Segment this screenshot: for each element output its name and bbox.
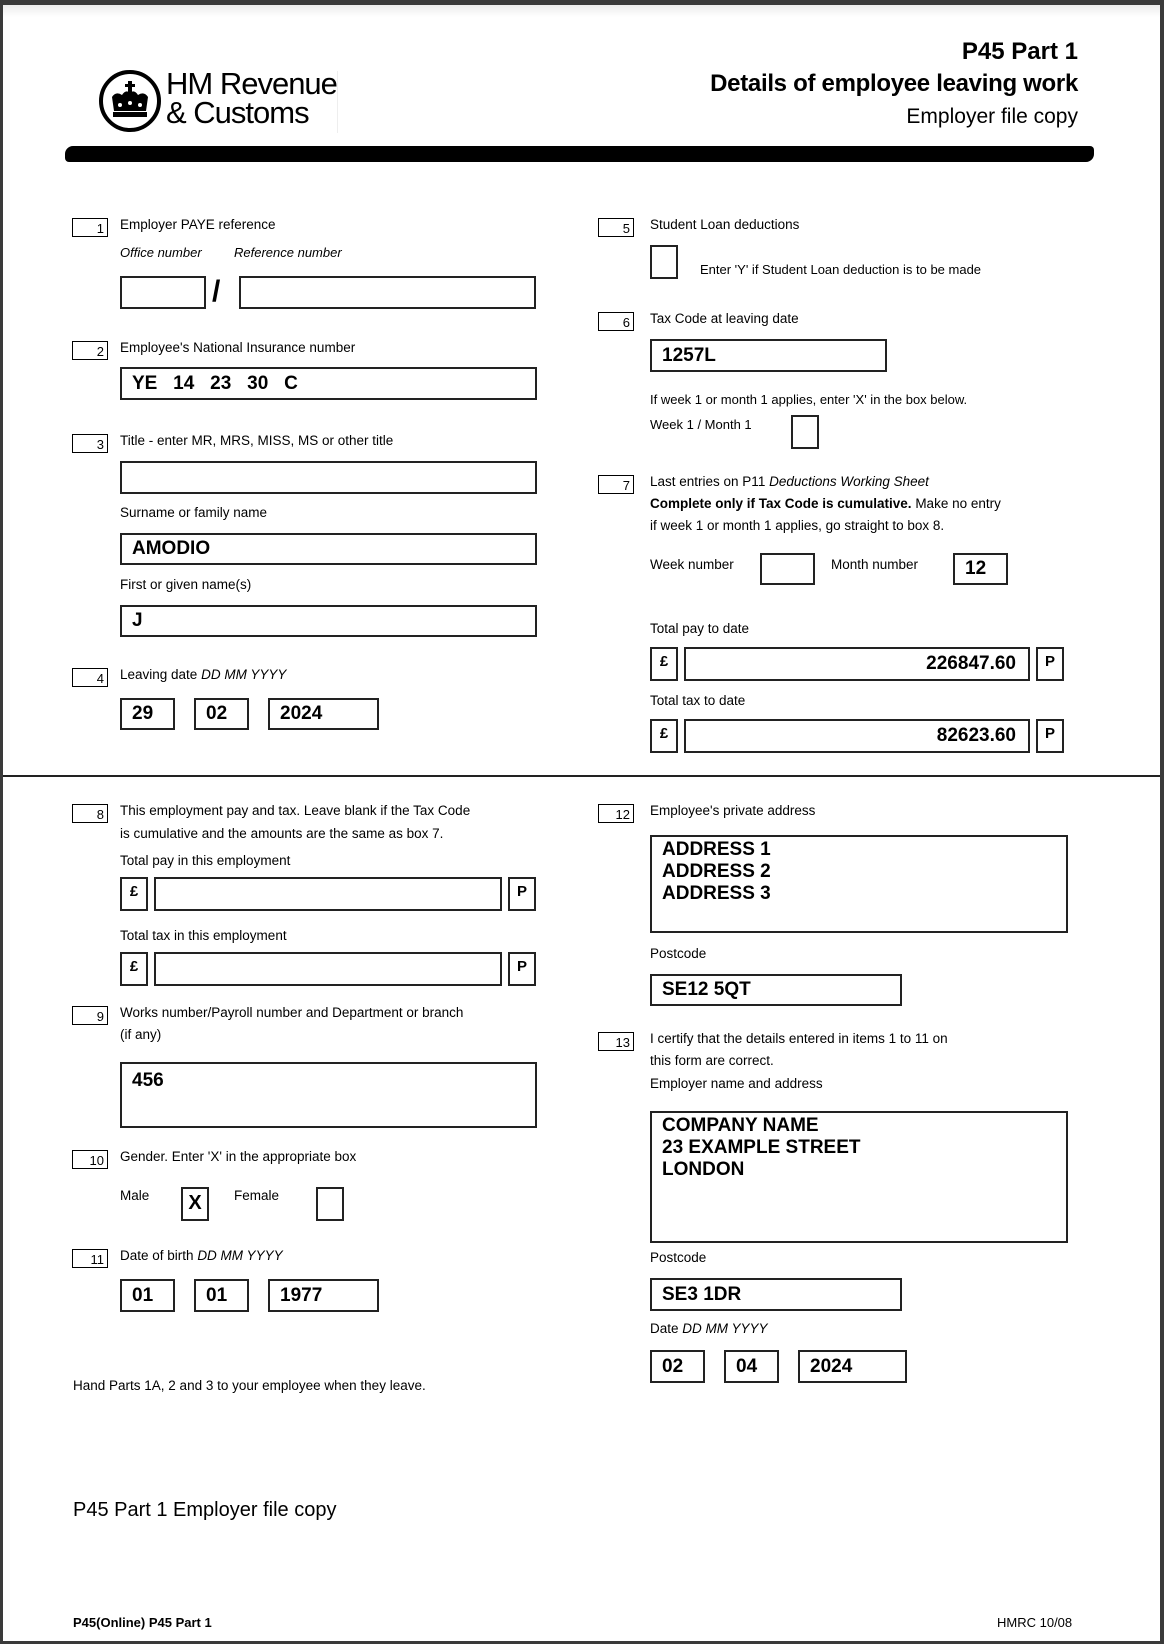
month-number-field[interactable]: 12 [953, 553, 1008, 585]
birth-year-field[interactable]: 1977 [268, 1279, 379, 1312]
certify-day-field[interactable]: 02 [650, 1350, 705, 1383]
employer-address-field[interactable] [650, 1111, 1068, 1243]
male-checkbox[interactable]: X [181, 1187, 209, 1221]
total-pay-to-date-field[interactable]: 226847.60 [684, 647, 1030, 681]
logo-divider [337, 71, 338, 133]
certify-year-field[interactable]: 2024 [798, 1350, 907, 1383]
pay8-pound-box: £ [120, 877, 148, 911]
pay8-pence-box: P [508, 877, 536, 911]
birth-day-field[interactable]: 01 [120, 1279, 175, 1312]
reference-number-field[interactable] [239, 276, 536, 309]
employer-address-line: LONDON [662, 1159, 745, 1180]
section7-label: Last entries on P11 Deductions Working Sheet [650, 474, 929, 489]
tax-pence-box: P [1036, 719, 1064, 753]
tax-pound-box: £ [650, 719, 678, 753]
total-tax-employment-label: Total tax in this employment [120, 928, 287, 943]
total-pay-employment-label: Total pay in this employment [120, 853, 291, 868]
pay-pound-box: £ [650, 647, 678, 681]
header-rule [65, 146, 1094, 162]
month-number-label: Month number [831, 557, 919, 572]
first-name-label: First or given name(s) [120, 577, 252, 592]
box-number-3: 3 [72, 434, 108, 453]
box-number-9: 9 [72, 1006, 108, 1025]
leaving-month-field[interactable]: 02 [194, 698, 249, 730]
box-number-5: 5 [598, 218, 634, 237]
box-number-10: 10 [72, 1150, 108, 1169]
week-number-field[interactable] [760, 553, 815, 585]
reference-number-label: Reference number [234, 245, 342, 260]
works-number-field[interactable]: 456 [120, 1062, 537, 1128]
first-name-field[interactable]: J [120, 605, 537, 637]
box-number-4: 4 [72, 668, 108, 687]
section13-label-line2: this form are correct. [650, 1053, 774, 1068]
box-number-12: 12 [598, 804, 634, 823]
employer-name-label: Employer name and address [650, 1076, 823, 1091]
office-number-label: Office number [120, 245, 202, 260]
surname-field[interactable]: AMODIO [120, 533, 537, 565]
employer-postcode-field[interactable]: SE3 1DR [650, 1278, 902, 1311]
female-label: Female [234, 1188, 280, 1203]
section9-label-line1: Works number/Payroll number and Department or branch [120, 1005, 464, 1020]
tax8-pence-box: P [508, 952, 536, 986]
employee-address-field[interactable] [650, 835, 1068, 933]
total-tax-to-date-field[interactable]: 82623.60 [684, 719, 1030, 753]
office-number-field[interactable] [120, 276, 206, 309]
tax8-pound-box: £ [120, 952, 148, 986]
student-loan-hint: Enter 'Y' if Student Loan deduction is to be made [700, 262, 982, 277]
total-pay-employment-field[interactable] [154, 877, 502, 911]
pay-pence-box: P [1036, 647, 1064, 681]
week-number-label: Week number [650, 557, 734, 572]
ni-number-field[interactable]: YE 14 23 30 C [120, 367, 537, 400]
section6-label: Tax Code at leaving date [650, 311, 799, 326]
box-number-8: 8 [72, 804, 108, 823]
tax-code-field[interactable]: 1257L [650, 339, 887, 372]
leaving-year-field[interactable]: 2024 [268, 698, 379, 730]
section2-label: Employee's National Insurance number [120, 340, 356, 355]
section4-label: Leaving date DD MM YYYY [120, 667, 287, 682]
employer-postcode-label: Postcode [650, 1250, 707, 1265]
week1-label: Week 1 / Month 1 [650, 417, 752, 432]
address-line: ADDRESS 2 [662, 861, 771, 882]
section9-label-line2: (if any) [120, 1027, 162, 1042]
male-label: Male [120, 1188, 150, 1203]
title-field[interactable] [120, 461, 537, 494]
section8-label-line1: This employment pay and tax. Leave blank if the Tax Code [120, 803, 471, 818]
employer-address-line: 23 EXAMPLE STREET [662, 1137, 861, 1158]
total-tax-to-date-label: Total tax to date [650, 693, 746, 708]
female-checkbox[interactable] [316, 1187, 344, 1221]
section7-note: Complete only if Tax Code is cumulative. Make no entry [650, 496, 1001, 511]
employee-postcode-label: Postcode [650, 946, 707, 961]
section3-label: Title - enter MR, MRS, MISS, MS or other title [120, 433, 394, 448]
section7-note-line2: if week 1 or month 1 applies, go straight to box 8. [650, 518, 945, 533]
hmrc-logo [98, 66, 343, 133]
week1-month1-checkbox[interactable] [791, 415, 819, 449]
surname-label: Surname or family name [120, 505, 268, 520]
copy-label: Employer file copy [906, 105, 1078, 128]
section-divider [3, 775, 1160, 777]
form-title: P45 Part 1 [961, 38, 1078, 65]
box-number-1: 1 [72, 218, 108, 237]
section13-label-line1: I certify that the details entered in items 1 to 11 on [650, 1031, 948, 1046]
student-loan-checkbox[interactable] [650, 245, 678, 279]
form-subtitle: Details of employee leaving work [710, 70, 1078, 97]
part-caption: P45 Part 1 Employer file copy [73, 1499, 337, 1521]
address-line: ADDRESS 3 [662, 883, 771, 904]
certify-month-field[interactable]: 04 [724, 1350, 779, 1383]
week1-hint: If week 1 or month 1 applies, enter 'X' in the box below. [650, 392, 968, 407]
leaving-day-field[interactable]: 29 [120, 698, 175, 730]
logo-text: HM Revenue & Customs [166, 66, 337, 130]
birth-month-field[interactable]: 01 [194, 1279, 249, 1312]
section11-label: Date of birth DD MM YYYY [120, 1248, 283, 1263]
box-number-6: 6 [598, 312, 634, 331]
section1-label: Employer PAYE reference [120, 217, 276, 232]
address-line: ADDRESS 1 [662, 839, 771, 860]
box-number-7: 7 [598, 475, 634, 494]
handover-note: Hand Parts 1A, 2 and 3 to your employee when they leave. [73, 1378, 426, 1393]
certify-date-label: Date DD MM YYYY [650, 1321, 768, 1336]
section5-label: Student Loan deductions [650, 217, 800, 232]
total-pay-to-date-label: Total pay to date [650, 621, 750, 636]
form-code: P45(Online) P45 Part 1 [73, 1615, 212, 1630]
section12-label: Employee's private address [650, 803, 816, 818]
crown-emblem-icon [98, 69, 162, 133]
revision-code: HMRC 10/08 [997, 1615, 1073, 1630]
box-number-2: 2 [72, 341, 108, 360]
paye-separator: / [212, 275, 221, 308]
section8-label-line2: is cumulative and the amounts are the same as box 7. [120, 826, 444, 841]
employer-address-line: COMPANY NAME [662, 1115, 819, 1136]
employee-postcode-field[interactable]: SE12 5QT [650, 974, 902, 1006]
form-page [3, 5, 1160, 1641]
box-number-13: 13 [598, 1032, 634, 1051]
box-number-11: 11 [72, 1249, 108, 1268]
section10-label: Gender. Enter 'X' in the appropriate box [120, 1149, 357, 1164]
total-tax-employment-field[interactable] [154, 952, 502, 986]
